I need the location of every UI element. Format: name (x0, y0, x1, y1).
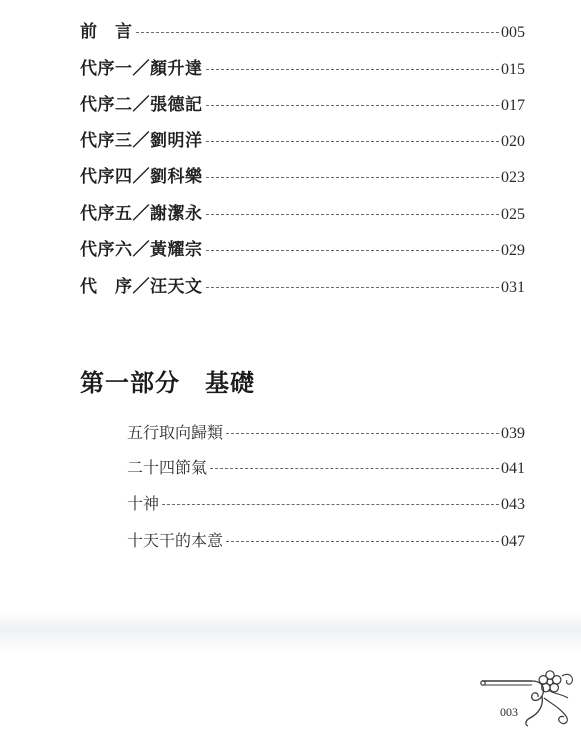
toc-entry-title: 代序一／顏升達 (80, 59, 203, 79)
toc-entry-foreword-6[interactable] (80, 235, 525, 259)
toc-entry-foreword-3[interactable] (80, 126, 525, 150)
toc-entry-foreword-1[interactable] (80, 54, 525, 78)
dot-leader (206, 250, 500, 251)
dot-leader (136, 32, 500, 33)
dot-leader (226, 433, 499, 434)
toc-entry-five-elements[interactable] (127, 420, 525, 444)
toc-entry-page: 020 (501, 133, 525, 150)
page-edge-shading (0, 612, 581, 652)
toc-entry-title: 五行取向歸類 (127, 423, 224, 442)
toc-entry-foreword-4[interactable] (80, 162, 525, 186)
toc-entry-title: 代序三／劉明洋 (80, 131, 203, 151)
toc-entry-foreword-5[interactable] (80, 199, 525, 223)
toc-entry-foreword[interactable] (80, 272, 525, 296)
toc-entry-page: 039 (501, 425, 525, 442)
toc-entry-title: 代序五／謝潔永 (80, 204, 203, 224)
floral-scroll-ornament-icon (480, 668, 580, 728)
toc-entry-page: 005 (501, 24, 525, 41)
toc-entry-preface[interactable] (80, 17, 525, 41)
dot-leader (206, 105, 500, 106)
toc-entry-title: 代 序／汪天文 (80, 277, 203, 297)
toc-entry-title: 十天干的本意 (127, 531, 224, 550)
dot-leader (206, 69, 500, 70)
toc-entry-heavenly-stems[interactable] (127, 528, 525, 552)
toc-entry-title: 代序二／張德記 (80, 95, 203, 115)
toc-entry-page: 041 (501, 460, 525, 477)
dot-leader (162, 504, 499, 505)
toc-entry-ten-gods[interactable] (127, 491, 525, 515)
toc-entry-page: 031 (501, 279, 525, 296)
toc-entry-page: 029 (501, 242, 525, 259)
toc-entry-page: 023 (501, 169, 525, 186)
dot-leader (226, 541, 499, 542)
toc-entry-title: 代序四／劉科樂 (80, 167, 203, 187)
toc-entry-title: 代序六／黃耀宗 (80, 240, 203, 260)
toc-entry-solar-terms[interactable] (127, 455, 525, 479)
page-number: 003 (500, 705, 518, 719)
section-heading: 第一部分 基礎 (80, 368, 255, 397)
dot-leader (206, 214, 500, 215)
toc-entry-page: 025 (501, 206, 525, 223)
dot-leader (206, 287, 500, 288)
toc-entry-title: 前 言 (80, 22, 133, 42)
toc-entry-title: 十神 (127, 494, 160, 513)
toc-entry-page: 043 (501, 496, 525, 513)
toc-entry-foreword-2[interactable] (80, 90, 525, 114)
toc-entry-page: 015 (501, 61, 525, 78)
dot-leader (206, 177, 500, 178)
dot-leader (210, 468, 499, 469)
toc-entry-page: 047 (501, 533, 525, 550)
toc-entry-title: 二十四節氣 (127, 458, 208, 477)
toc-entry-page: 017 (501, 97, 525, 114)
dot-leader (206, 141, 500, 142)
